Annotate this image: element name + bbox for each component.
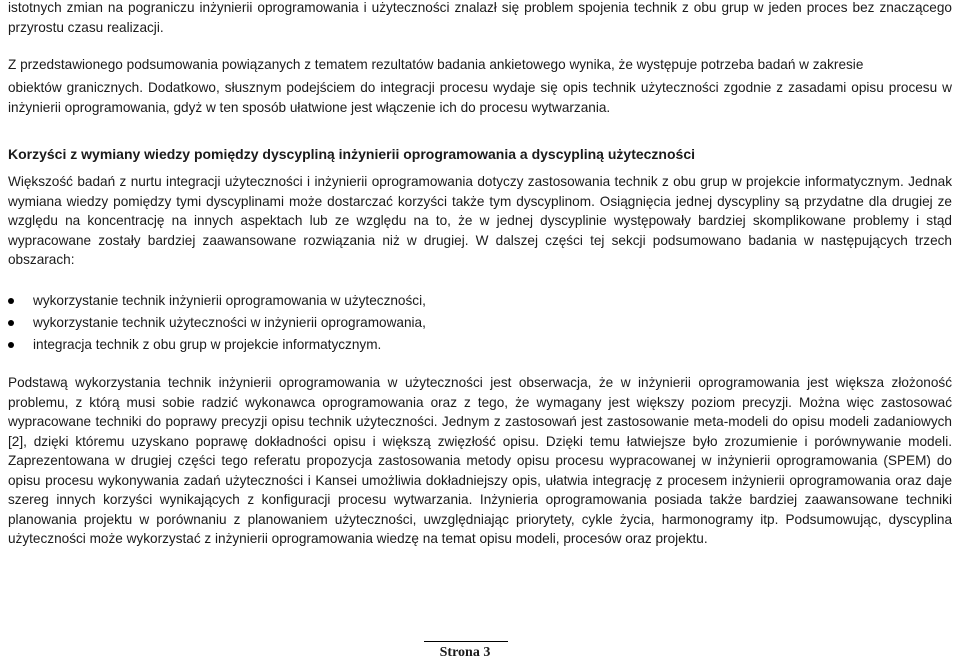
- page-number: Strona 3: [439, 645, 491, 660]
- section-heading: Korzyści z wymiany wiedzy pomiędzy dyscypliną inżynierii oprogramowania a dyscypliną użyteczności: [8, 146, 695, 162]
- list-item: [8, 290, 426, 312]
- page-footer: [0, 633, 960, 661]
- list-item: [8, 312, 426, 334]
- paragraph-summary-intro: Z przedstawionego podsumowania powiązanych z tematem rezultatów badania ankietowego wynika, że występuje potrzeba badań w zakresie: [8, 57, 864, 72]
- paragraph-integration-research: Większość badań z nurtu integracji użyteczności i inżynierii oprogramowania dotyczy zastosowania technik z obu grup w projekcie informatycznym. Jednak wymiana wiedzy pomiędzy tymi dyscyplinami może dostarczać korzyści także tym dyscyplinom. Osiągnięcia jednej dyscypliny są przydatne dla drugiej ze względu na koncentrację na innych aspektach lub ze względu na to, że w jednej dyscyplinie występowały bardziej skomplikowane problemy i stąd wypracowane zostały bardziej zaawansowane rozwiązania niż w drugiej. W dalszej części tej sekcji podsumowano badania w następujących trzech obszarach:: [8, 174, 952, 267]
- paragraph-continuation: istotnych zmian na pograniczu inżynierii oprogramowania i użyteczności znalazł się problem spojenia technik z obu grup w jeden proces bez znaczącego przyrostu czasu realizacji.: [8, 0, 952, 35]
- list-item: [8, 334, 426, 356]
- bullet-list: [8, 290, 426, 356]
- paragraph-software-engineering-techniques: Podstawą wykorzystania technik inżynierii oprogramowania w użyteczności jest obserwacja, że w inżynierii oprogramowania jest większa złożoność problemu, z którą musi sobie radzić wykonawca oprogramowania oraz z tego, że wymagany jest większy poziom precyzji. Można więc zastosować wypracowane techniki do poprawy precyzji opisu technik użyteczności. Jednym z zastosowań jest zastosowanie meta-modeli do opisu modeli zadaniowych [2], dzięki któremu uzyskano poprawę dokładności opisu i większą zwięzłość opisu. Dzięki temu łatwiejsze było zrozumienie i porównywanie modeli. Zaprezentowana w drugiej części tego referatu propozycja zastosowania metody opisu procesu wypracowanej w inżynierii oprogramowania (SPEM) do opisu procesu wykonywania zadań użyteczności i Kansei umożliwia dokładniejszy opis, ułatwia integrację z procesem inżynierii oprogramowania oraz daje szereg innych korzyści wynikających z konfiguracji procesu wytwarzania. Inżynieria oprogramowania posiada także bardziej zaawansowane techniki planowania projektu w porównaniu z planowaniem użyteczności, uwzględniając priorytety, cykle życia, harmonogramy itp. Podsumowując, dyscyplina użyteczności może wykorzystać z inżynierii oprogramowania wiedzę na temat opisu modeli, procesów oraz projektu.: [8, 375, 952, 546]
- list-item-text: integracja technik z obu grup w projekcie informatycznym.: [33, 337, 382, 352]
- list-item-text: wykorzystanie technik inżynierii oprogramowania w użyteczności,: [33, 293, 426, 308]
- paragraph-summary-continued: obiektów granicznych. Dodatkowo, słusznym podejściem do integracji procesu wydaje się opis technik użyteczności zgodnie z zasadami opisu procesu w inżynierii oprogramowania, gdyż w ten sposób ułatwione jest włączenie ich do procesu wytwarzania.: [8, 80, 952, 115]
- footer-rule: [424, 641, 508, 642]
- bullet-icon: [8, 298, 14, 304]
- bullet-icon: [8, 320, 14, 326]
- list-item-text: wykorzystanie technik użyteczności w inżynierii oprogramowania,: [33, 315, 426, 330]
- bullet-icon: [8, 342, 14, 348]
